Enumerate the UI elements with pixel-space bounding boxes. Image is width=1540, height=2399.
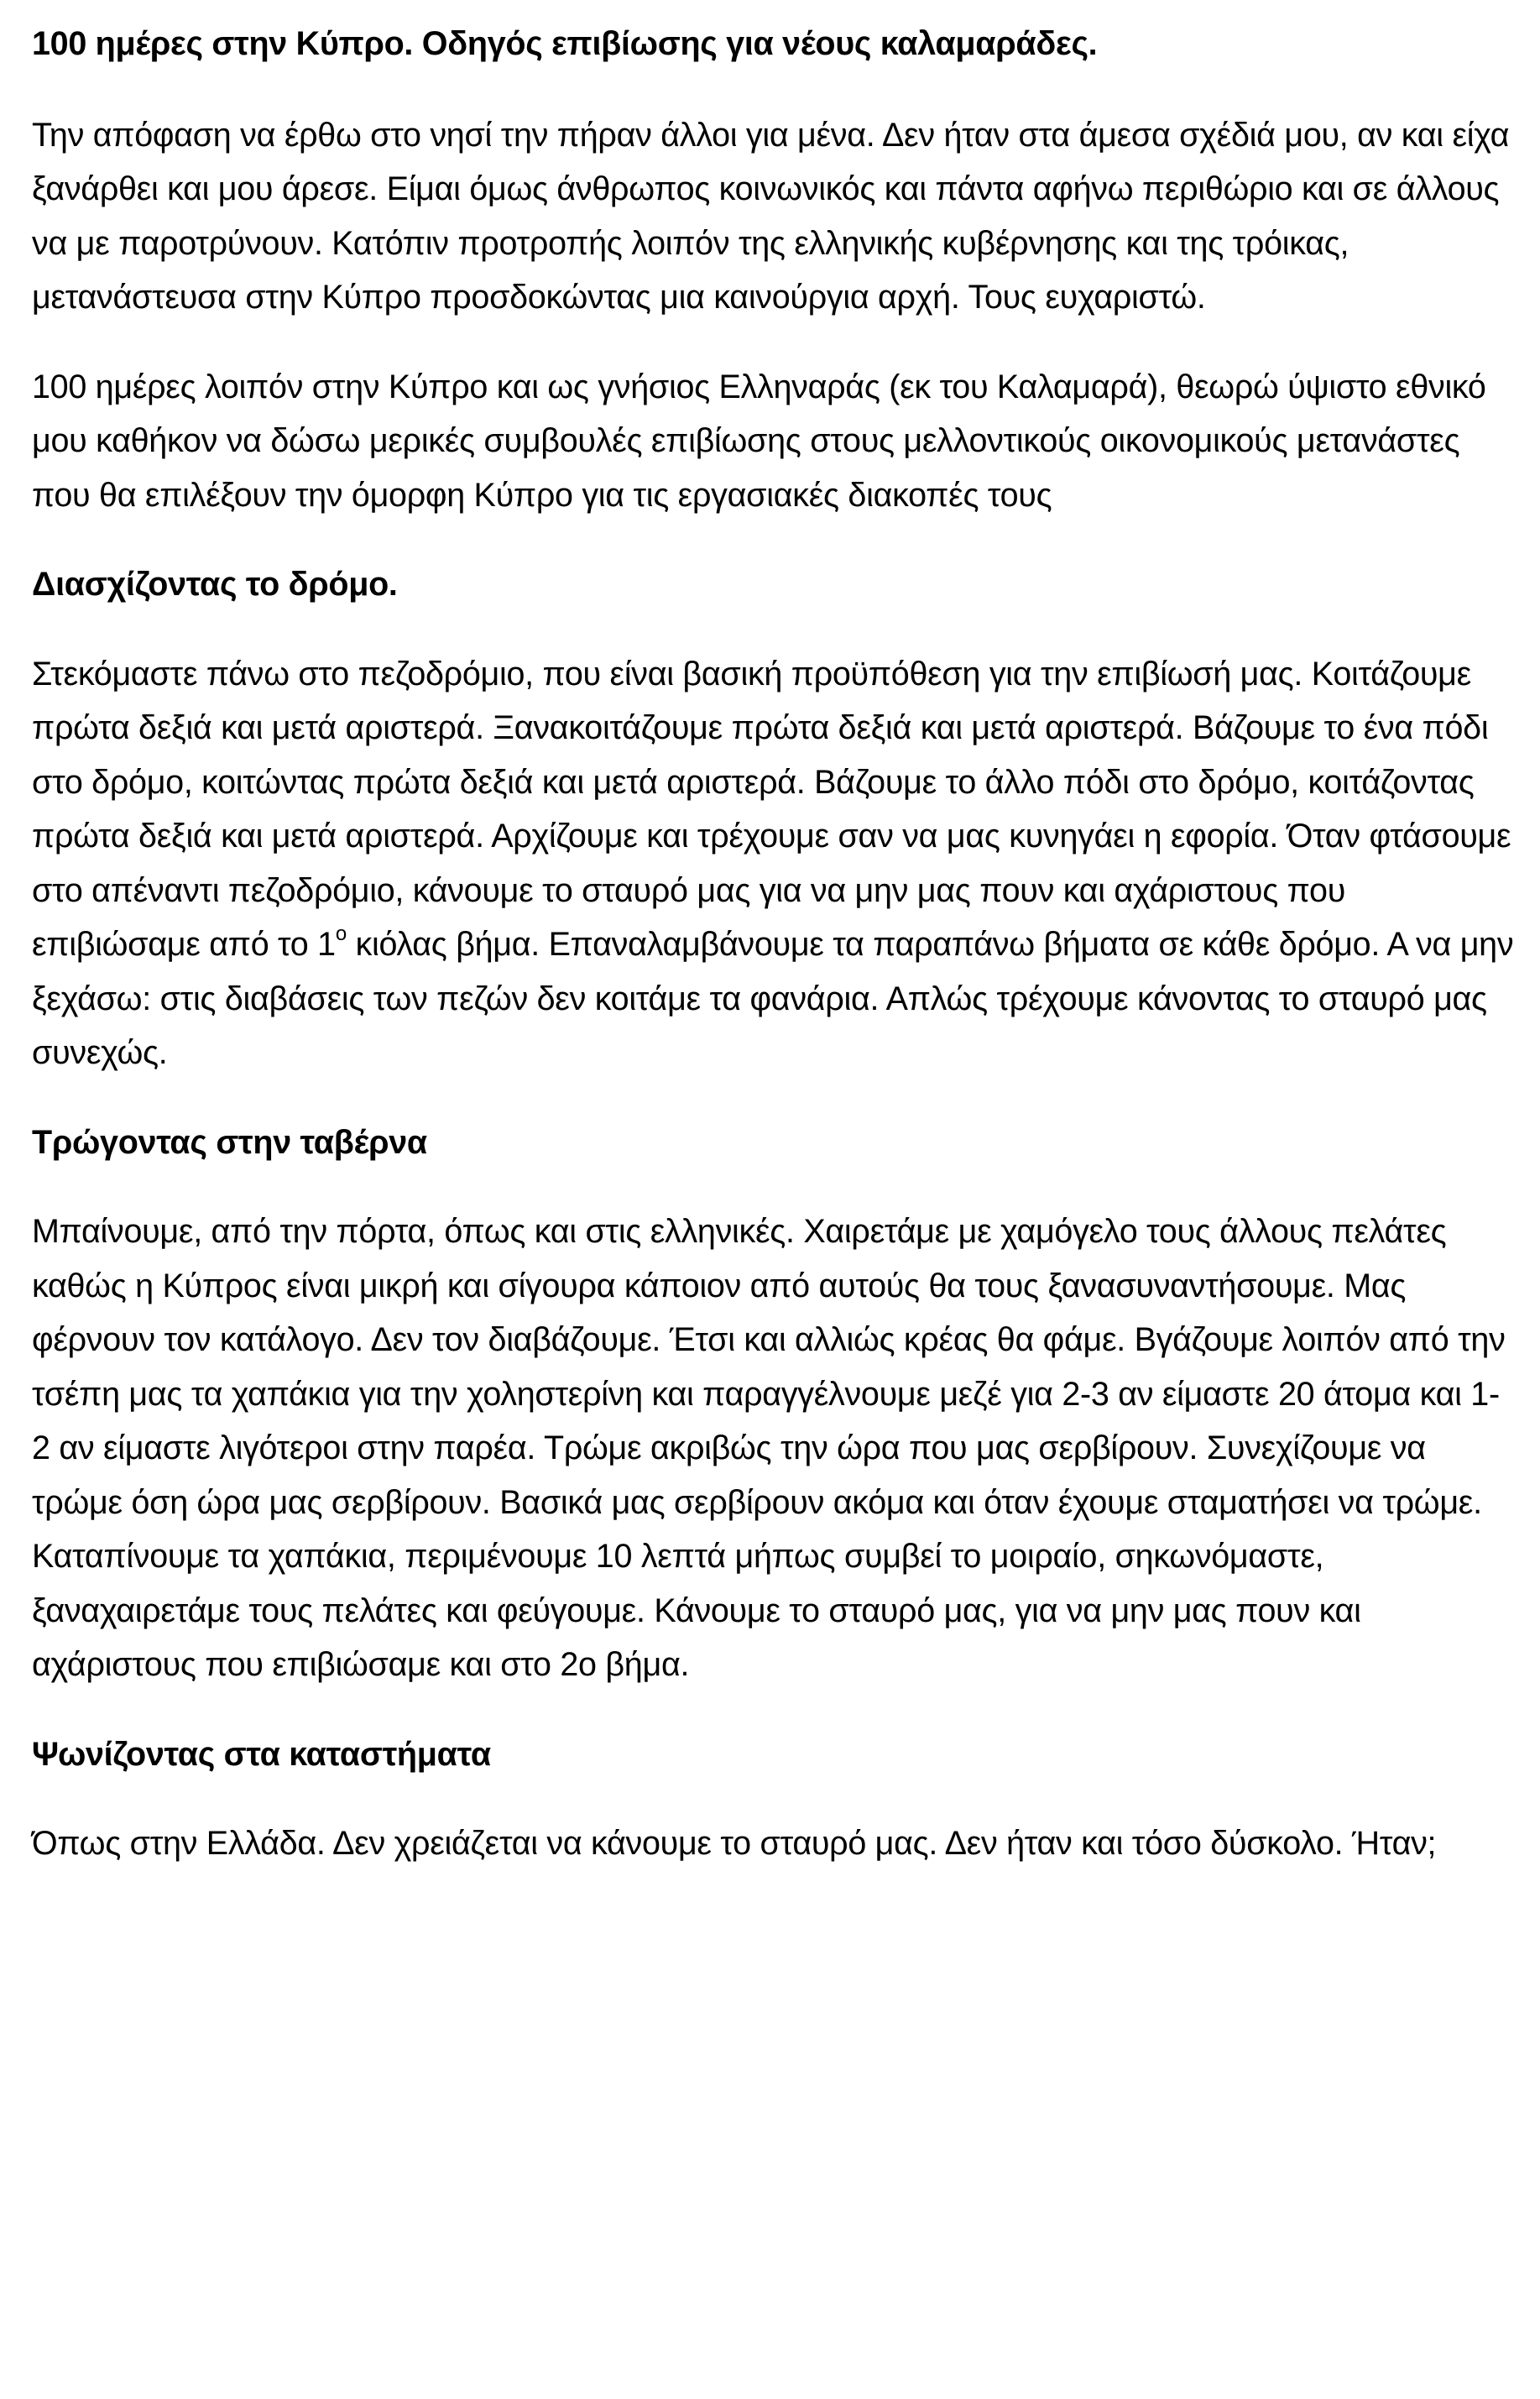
paragraph-text-part-1: Στεκόμαστε πάνω στο πεζοδρόμιο, που είναι βασική προϋπόθεση για την επιβίωσή μας. Κοιτάζουμε πρώτα δεξιά και μετά αριστερά. Ξανακοιτάζουμε πρώτα δεξιά και μετά αριστερά. Βάζουμε το ένα πόδι στο δρόμο, κοιτώντας πρώτα δεξιά και μετά αριστερά. Βάζουμε το άλλο πόδι στο δρόμο, κοιτάζοντας πρώτα δεξιά και μετά αριστερά. Αρχίζουμε και τρέχουμε σαν να μας κυνηγάει η εφορία. Όταν φτάσουμε στο απέναντι πεζοδρόμιο, κάνουμε το σταυρό μας για να μην μας πουν και αχάριστους που επιβιώσαμε από το 1 <box>32 655 1511 963</box>
paragraph-text-part-2: κιόλας βήμα. Επαναλαμβάνουμε τα παραπάνω βήματα σε κάθε δρόμο. Α να μην ξεχάσω: στις διαβάσεις των πεζών δεν κοιτάμε τα φανάρια. Απλώς τρέχουμε κάνοντας το σταυρό μας συνεχώς. <box>32 926 1514 1071</box>
intro-paragraph-1: Την απόφαση να έρθω στο νησί την πήραν άλλοι για μένα. Δεν ήταν στα άμεσα σχέδιά μου, αν και είχα ξανάρθει και μου άρεσε. Είμαι όμως άνθρωπος κοινωνικός και πάντα αφήνω περιθώριο και σε άλλους να με παροτρύνουν. Κατόπιν προτροπής λοιπόν της ελληνικής κυβέρνησης και της τρόικας, μετανάστευσα στην Κύπρο προσδοκώντας μια καινούργια αρχή. Τους ευχαριστώ. <box>32 116 1510 316</box>
ordinal-superscript: ο <box>335 922 347 945</box>
section-paragraph-tavern: Μπαίνουμε, από την πόρτα, όπως και στις ελληνικές. Χαιρετάμε με χαμόγελο τους άλλους πελάτες καθώς η Κύπρος είναι μικρή και σίγουρα κάποιον από αυτούς θα τους ξανασυναντήσουμε. Μας φέρνουν τον κατάλογο. Δεν τον διαβάζουμε. Έτσι και αλλιώς κρέας θα φάμε. Βγάζουμε λοιπόν από την τσέπη μας τα χαπάκια για την χοληστερίνη και παραγγέλνουμε μεζέ για 2-3 αν είμαστε 20 άτομα και 1-2 αν είμαστε λιγότεροι στην παρέα. Τρώμε ακριβώς την ώρα που μας σερβίρουν. Συνεχίζουμε να τρώμε όση ώρα μας σερβίρουν. Βασικά μας σερβίρουν ακόμα και όταν έχουμε σταματήσει να τρώμε. Καταπίνουμε τα χαπάκια, περιμένουμε 10 λεπτά μήπως συμβεί το μοιραίο, σηκωνόμαστε, ξαναχαιρετάμε τους πελάτες και φεύγουμε. Κάνουμε το σταυρό μας, για να μην μας πουν και αχάριστους που επιβιώσαμε και στο 2ο βήμα. <box>32 1213 1506 1683</box>
section-paragraph-shopping: Όπως στην Ελλάδα. Δεν χρειάζεται να κάνουμε το σταυρό μας. Δεν ήταν και τόσο δύσκολο. Ήταν; <box>32 1825 1437 1862</box>
section-heading-shopping: Ψωνίζοντας στα καταστήματα <box>32 1735 491 1773</box>
section-heading-tavern: Τρώγοντας στην ταβέρνα <box>32 1123 427 1161</box>
document-page <box>32 17 1517 1906</box>
intro-paragraph-2: 100 ημέρες λοιπόν στην Κύπρο και ως γνήσιος Ελληναράς (εκ του Καλαμαρά), θεωρώ ύψιστο εθνικό μου καθήκον να δώσω μερικές συμβουλές επιβίωσης στους μελλοντικούς οικονομικούς μετανάστες που θα επιλέξουν την όμορφη Κύπρο για τις εργασιακές διακοπές τους <box>32 368 1486 514</box>
document-title: 100 ημέρες στην Κύπρο. Οδηγός επιβίωσης για νέους καλαμαράδες. <box>32 25 1098 62</box>
section-paragraph-crossing-road <box>32 647 1517 1080</box>
section-heading-crossing-road: Διασχίζοντας το δρόμο. <box>32 566 398 603</box>
